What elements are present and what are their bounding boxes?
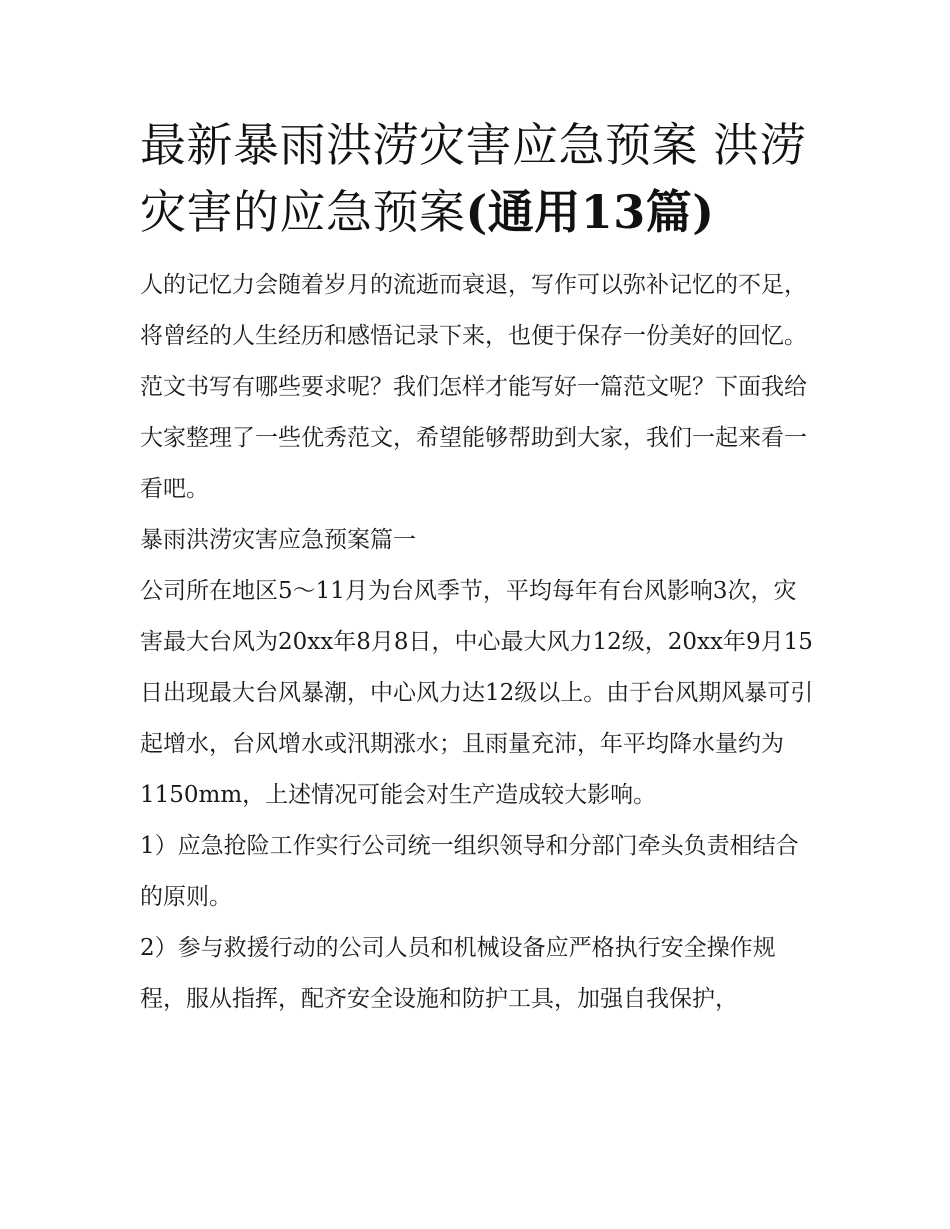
document-body — [140, 260, 815, 1025]
title-main-text: 最新暴雨洪涝灾害应急预案 洪涝灾害的应急预案 — [140, 118, 807, 239]
document-title — [140, 112, 815, 246]
title-suffix-text: (通用13篇) — [465, 185, 715, 239]
list-item-2: 2）参与救援行动的公司人员和机械设备应严格执行安全操作规程，服从指挥，配齐安全设施和防护工具，加强自我保护， — [140, 935, 776, 1012]
document-page — [140, 112, 815, 1025]
section-heading: 暴雨洪涝灾害应急预案篇一 — [140, 527, 416, 553]
intro-paragraph: 人的记忆力会随着岁月的流逝而衰退，写作可以弥补记忆的不足，将曾经的人生经历和感悟记录下来，也便于保存一份美好的回忆。范文书写有哪些要求呢？我们怎样才能写好一篇范文呢？下面我给大家整理了一些优秀范文，希望能够帮助到大家，我们一起来看一看吧。 — [140, 272, 807, 502]
section-paragraph: 公司所在地区5～11月为台风季节，平均每年有台风影响3次，灾害最大台风为20xx年8月8日，中心最大风力12级，20xx年9月15日出现最大台风暴潮，中心风力达12级以上。由于台风期风暴可引起增水，台风增水或汛期涨水；且雨量充沛，年平均降水量约为1150mm，上述情况可能会对生产造成较大影响。 — [140, 578, 814, 808]
list-item-1: 1）应急抢险工作实行公司统一组织领导和分部门牵头负责相结合的原则。 — [140, 833, 799, 910]
